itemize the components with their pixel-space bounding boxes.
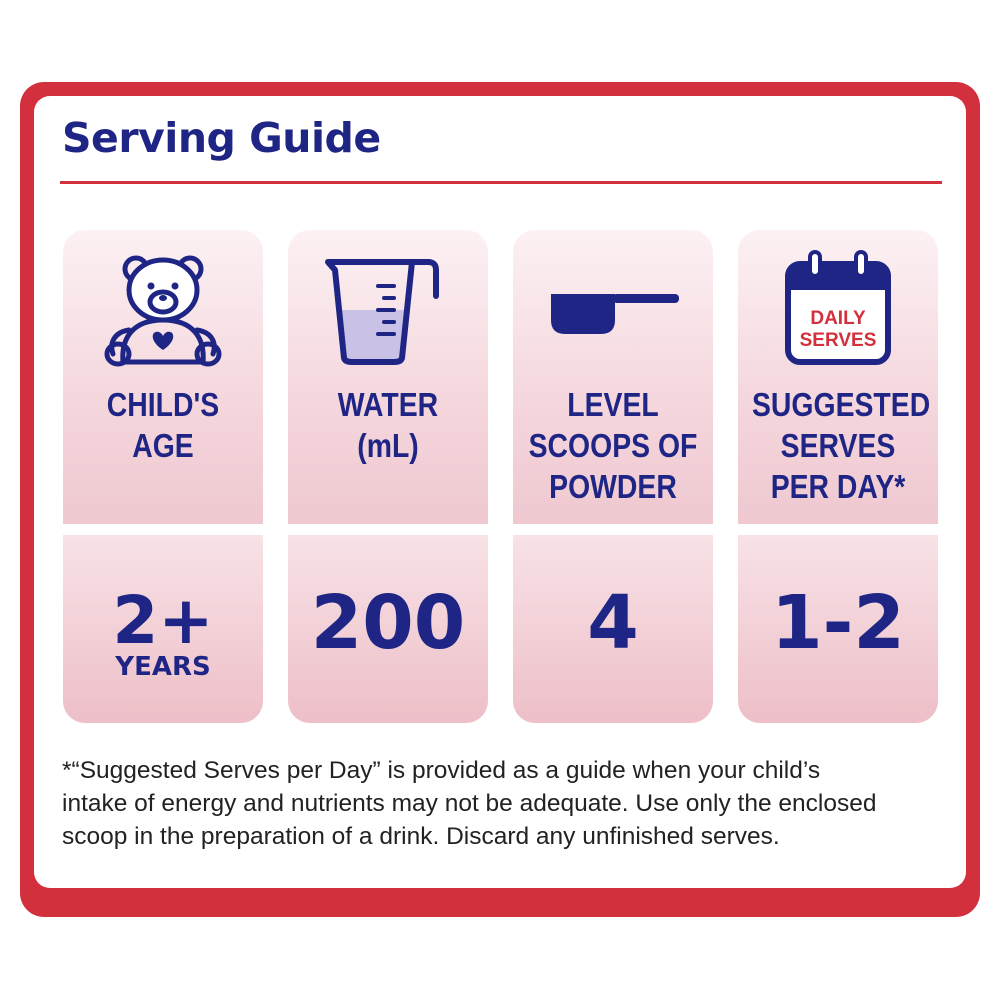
column-label: CHILD'S AGE (106, 386, 220, 464)
column-label: SUGGESTED SERVES PER DAY* (752, 386, 931, 505)
column-label: LEVEL SCOOPS OF POWDER (528, 386, 698, 505)
page-title: Serving Guide (62, 114, 381, 162)
scoop-icon (513, 250, 713, 370)
scoops-value: 4 (587, 580, 639, 666)
footnote (62, 754, 942, 853)
calendar-text-line-1: DAILY (810, 308, 866, 329)
footnote-line: *“Suggested Serves per Day” is provided as a guide when your child’s (62, 757, 821, 784)
water-value: 200 (310, 580, 466, 666)
teddy-bear-icon (63, 250, 263, 370)
age-value: 2+ (112, 582, 214, 659)
calendar-text-line-2: SERVES (799, 330, 877, 351)
column-label: WATER (mL) (337, 386, 439, 464)
serves-value: 1-2 (771, 580, 905, 666)
footnote-line: scoop in the preparation of a drink. Discard any unfinished serves. (62, 823, 780, 850)
title-divider (60, 181, 942, 184)
age-unit: YEARS (115, 652, 211, 682)
calendar-icon (738, 250, 938, 370)
measuring-jug-icon (288, 250, 488, 370)
footnote-line: intake of energy and nutrients may not be adequate. Use only the enclosed (62, 790, 877, 817)
